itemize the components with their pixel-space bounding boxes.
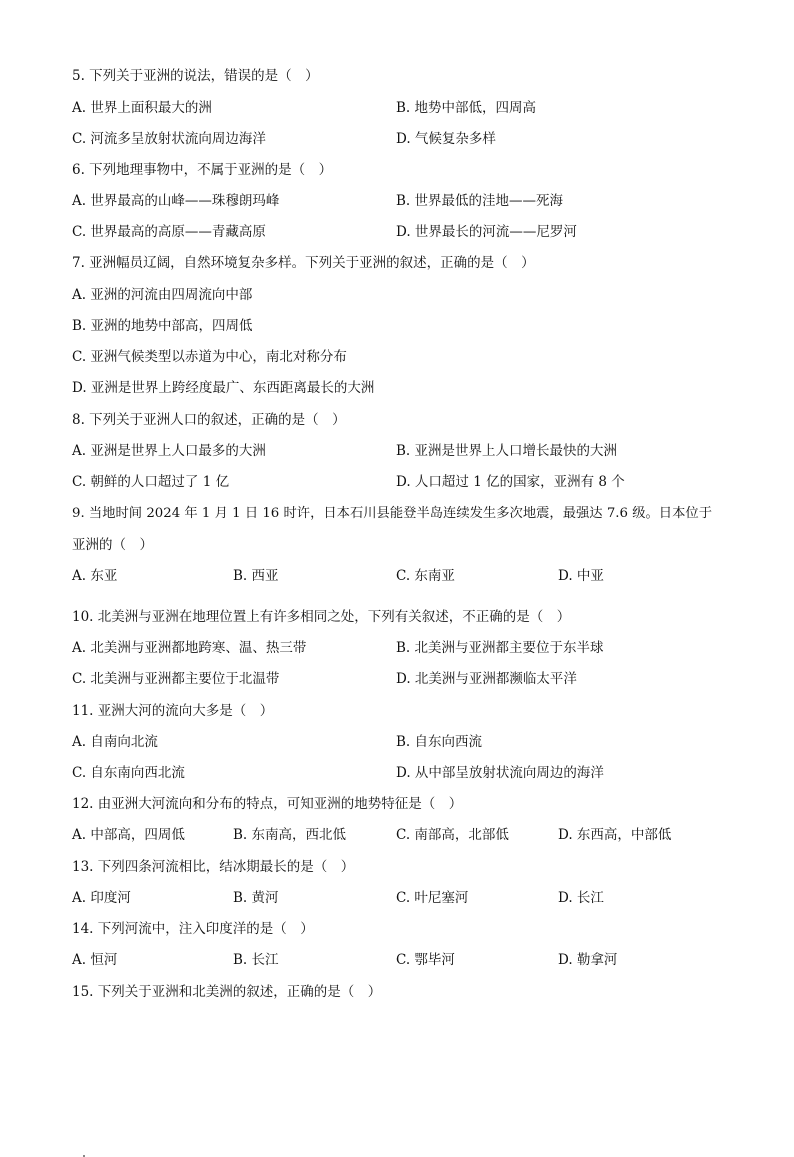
question-14-options <box>72 950 734 970</box>
option-b: B. 地势中部低，四周高 <box>396 100 537 116</box>
question-8-options-row-1 <box>72 441 734 461</box>
option-d: D. 世界最长的河流——尼罗河 <box>396 224 577 240</box>
option-d: D. 东西高，中部低 <box>558 827 672 843</box>
question-11-options-row-2 <box>72 763 734 783</box>
question-7-option-b: B. 亚洲的地势中部高，四周低 <box>72 318 253 334</box>
question-12-options <box>72 825 734 845</box>
option-b: B. 世界最低的洼地——死海 <box>396 193 564 209</box>
option-a: A. 东亚 <box>72 568 118 584</box>
option-b: B. 黄河 <box>233 890 279 906</box>
question-7-option-c: C. 亚洲气候类型以赤道为中心，南北对称分布 <box>72 349 347 365</box>
question-5-options-row-2 <box>72 129 734 149</box>
question-10-options-row-2 <box>72 669 734 689</box>
option-c: C. 河流多呈放射状流向周边海洋 <box>72 131 266 147</box>
option-c: C. 鄂毕河 <box>396 952 455 968</box>
question-12-stem: 12. 由亚洲大河流向和分布的特点，可知亚洲的地势特征是（ ） <box>72 796 463 812</box>
option-d: D. 气候复杂多样 <box>396 131 496 147</box>
option-b: B. 亚洲是世界上人口增长最快的大洲 <box>396 443 618 459</box>
question-7-option-a: A. 亚洲的河流由四周流向中部 <box>72 287 253 303</box>
option-c: C. 世界最高的高原——青藏高原 <box>72 224 266 240</box>
question-9-options <box>72 566 734 586</box>
option-d: D. 北美洲与亚洲都濒临太平洋 <box>396 671 577 687</box>
question-9-stem-line-2: 亚洲的（ ） <box>72 537 153 553</box>
option-a: A. 世界上面积最大的洲 <box>72 100 212 116</box>
question-6-options-row-1 <box>72 191 734 211</box>
option-a: A. 中部高，四周低 <box>72 827 185 843</box>
option-a: A. 世界最高的山峰——珠穆朗玛峰 <box>72 193 280 209</box>
option-b: B. 西亚 <box>233 568 279 584</box>
option-a: A. 恒河 <box>72 952 118 968</box>
question-13-options <box>72 888 734 908</box>
question-11-options-row-1 <box>72 732 734 752</box>
question-9-stem-line-1: 9. 当地时间 2024 年 1 月 1 日 16 时许，日本石川县能登半岛连续发生多次地震，最强达 7.6 级。日本位于 <box>72 506 712 521</box>
option-b: B. 长江 <box>233 952 279 968</box>
option-a: A. 亚洲是世界上人口最多的大洲 <box>72 443 266 459</box>
question-7-stem: 7. 亚洲幅员辽阔，自然环境复杂多样。下列关于亚洲的叙述，正确的是（ ） <box>72 255 535 271</box>
question-10-stem: 10. 北美洲与亚洲在地理位置上有许多相同之处，下列有关叙述，不正确的是（ ） <box>72 609 571 625</box>
option-c: C. 南部高，北部低 <box>396 827 509 843</box>
question-8-options-row-2 <box>72 472 734 492</box>
option-c: C. 自东南向西北流 <box>72 765 185 781</box>
option-a: A. 北美洲与亚洲都地跨寒、温、热三带 <box>72 640 307 656</box>
question-15-stem: 15. 下列关于亚洲和北美洲的叙述，正确的是（ ） <box>72 984 382 1000</box>
option-a: A. 自南向北流 <box>72 734 158 750</box>
question-6-stem: 6. 下列地理事物中，不属于亚洲的是（ ） <box>72 162 333 178</box>
question-8-stem: 8. 下列关于亚洲人口的叙述，正确的是（ ） <box>72 412 346 428</box>
option-d: D. 中亚 <box>558 568 604 584</box>
question-7-option-d: D. 亚洲是世界上跨经度最广、东西距离最长的大洲 <box>72 380 375 396</box>
option-d: D. 长江 <box>558 890 604 906</box>
option-b: B. 北美洲与亚洲都主要位于东半球 <box>396 640 604 656</box>
question-14-stem: 14. 下列河流中，注入印度洋的是（ ） <box>72 921 314 937</box>
option-b: B. 自东向西流 <box>396 734 483 750</box>
option-c: C. 叶尼塞河 <box>396 890 469 906</box>
option-a: A. 印度河 <box>72 890 131 906</box>
option-c: C. 朝鲜的人口超过了 1 亿 <box>72 474 230 490</box>
option-d: D. 从中部呈放射状流向周边的海洋 <box>396 765 604 781</box>
question-10-options-row-1 <box>72 638 734 658</box>
question-5-options-row-1 <box>72 98 734 118</box>
question-11-stem: 11. 亚洲大河的流向大多是（ ） <box>72 703 274 719</box>
option-d: D. 人口超过 1 亿的国家，亚洲有 8 个 <box>396 474 625 490</box>
question-5-stem: 5. 下列关于亚洲的说法，错误的是（ ） <box>72 68 319 84</box>
option-d: D. 勒拿河 <box>558 952 618 968</box>
option-b: B. 东南高，西北低 <box>233 827 347 843</box>
question-6-options-row-2 <box>72 222 734 242</box>
question-13-stem: 13. 下列四条河流相比，结冰期最长的是（ ） <box>72 859 355 875</box>
option-c: C. 东南亚 <box>396 568 455 584</box>
option-c: C. 北美洲与亚洲都主要位于北温带 <box>72 671 280 687</box>
